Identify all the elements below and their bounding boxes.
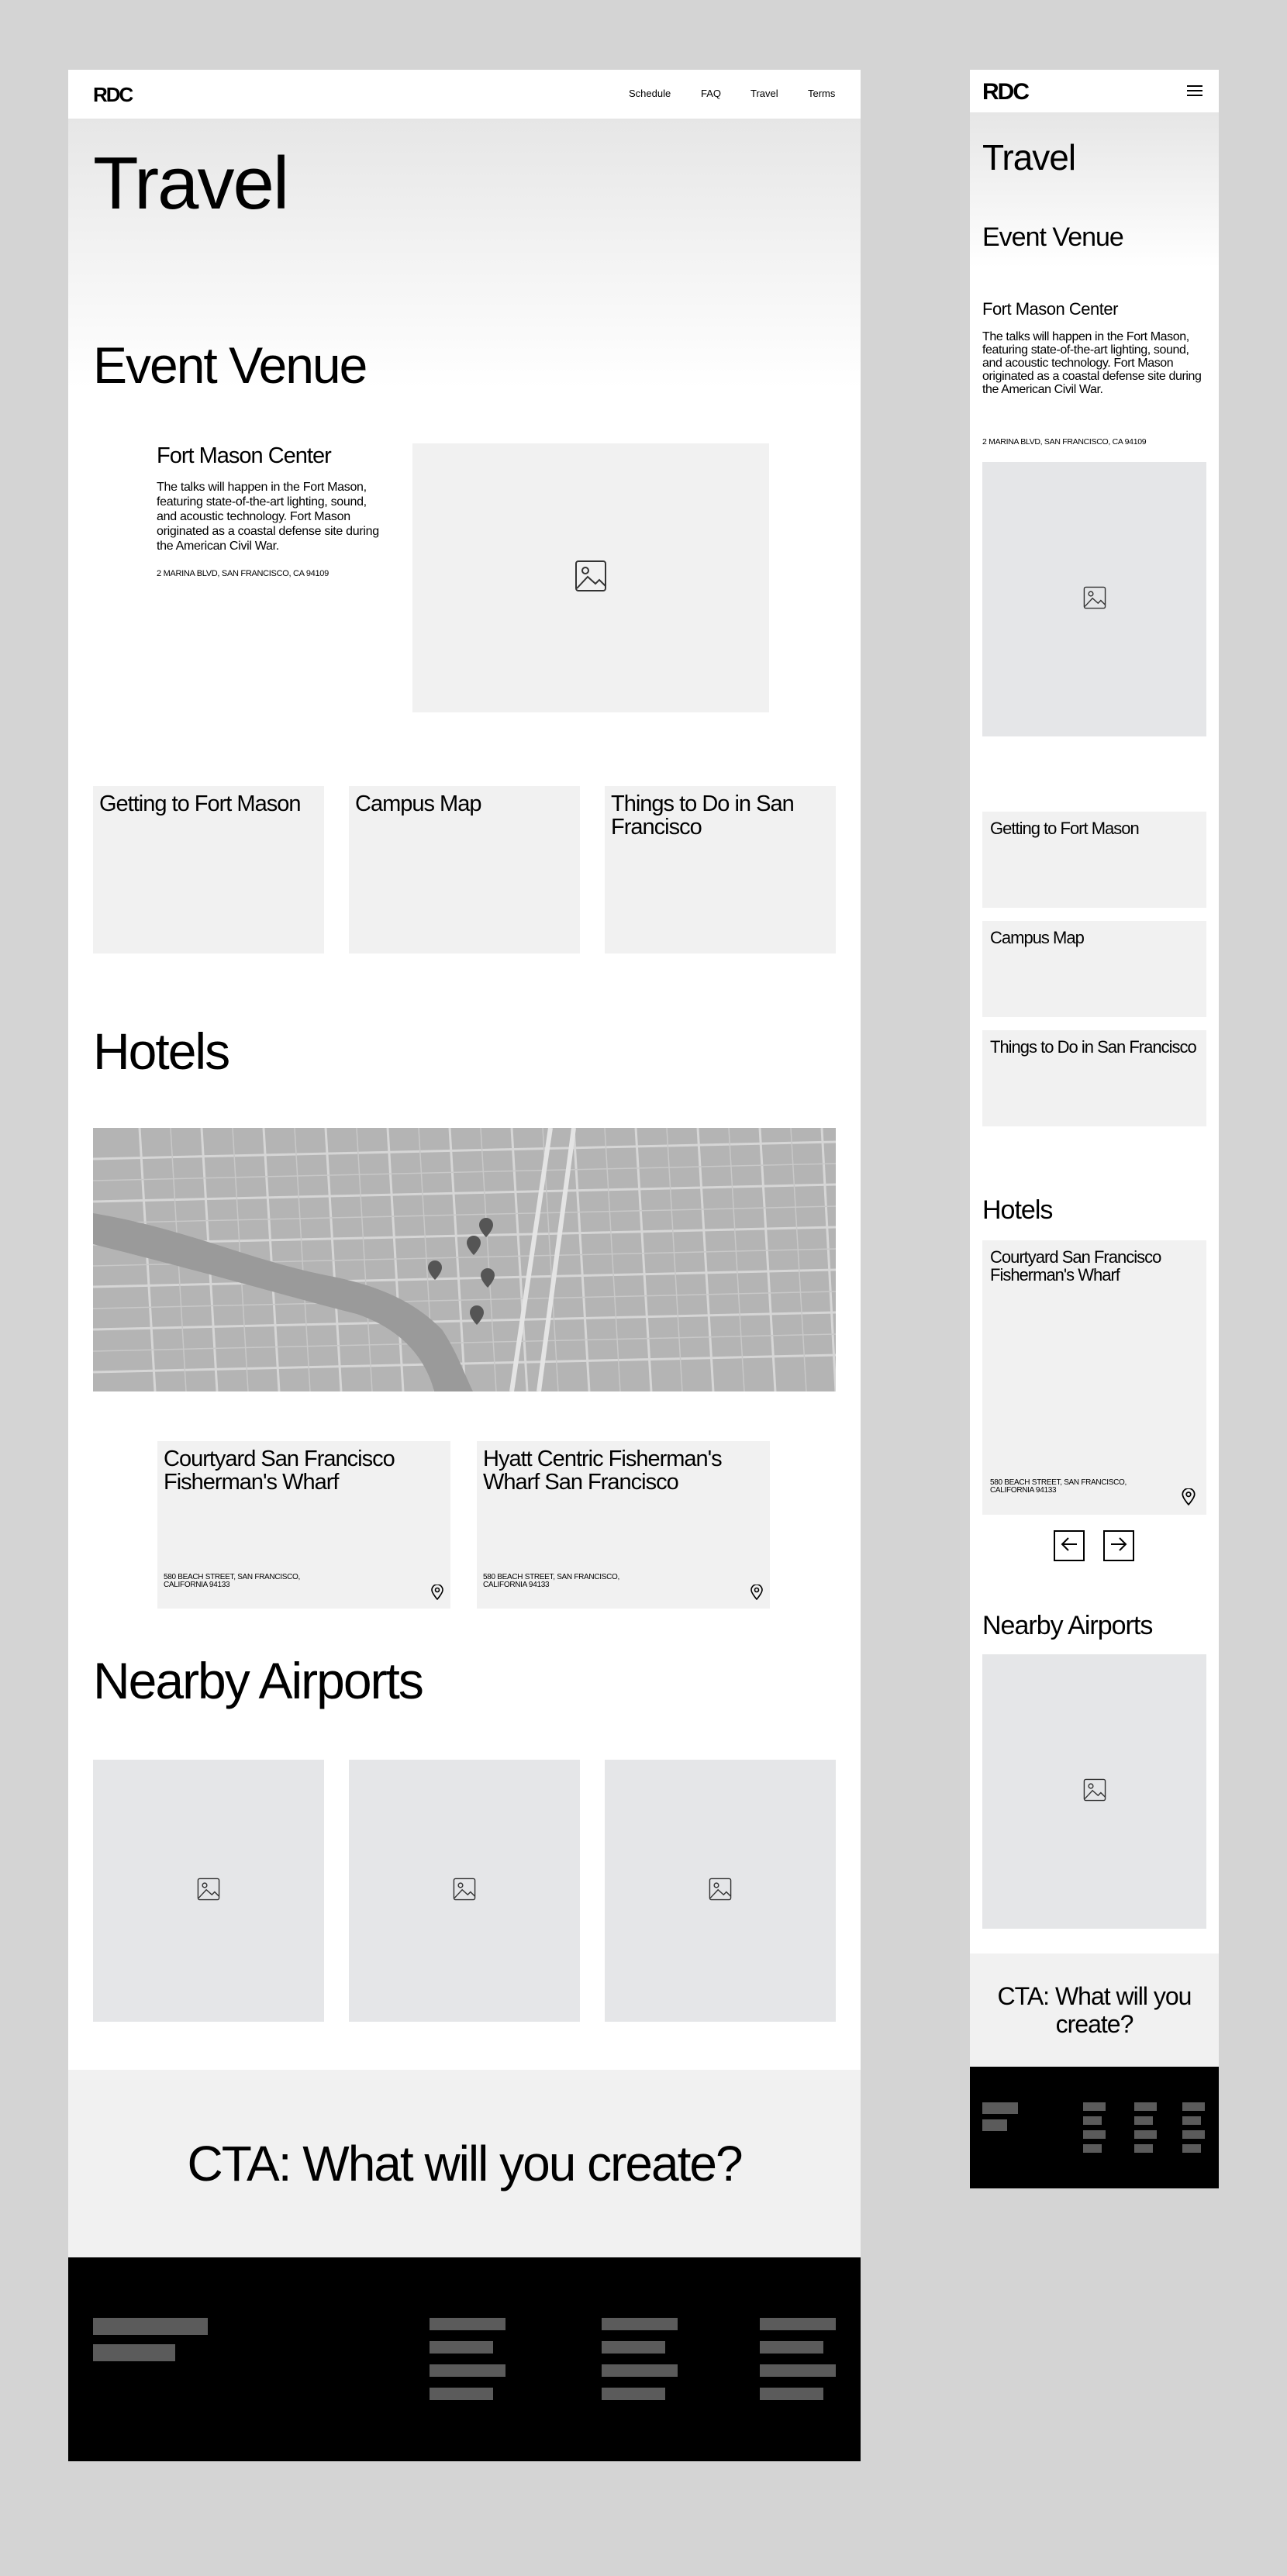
nav-travel[interactable]: Travel (750, 88, 778, 99)
footer-link[interactable] (1182, 2130, 1205, 2139)
venue-address: 2 MARINA BLVD, SAN FRANCISCO, CA 94109 (157, 569, 329, 578)
footer-brand-bar (982, 2102, 1018, 2114)
site-header (68, 70, 861, 119)
link-card-campus-map[interactable] (349, 786, 580, 953)
link-card-title: Getting to Fort Mason (99, 791, 301, 816)
map-graphic (93, 1128, 836, 1391)
footer-link[interactable] (1182, 2116, 1201, 2125)
hotel-address: 580 BEACH STREET, SAN FRANCISCO, CALIFORNIA 94133 (990, 1478, 1127, 1495)
footer-link[interactable] (430, 2318, 505, 2330)
footer-link[interactable] (430, 2364, 505, 2377)
link-card-campus-map[interactable] (982, 921, 1206, 1017)
venue-name: Fort Mason Center (157, 443, 331, 468)
footer-link[interactable] (1134, 2102, 1157, 2111)
footer-link[interactable] (602, 2341, 665, 2354)
footer-link[interactable] (760, 2341, 823, 2354)
footer-link[interactable] (1083, 2102, 1106, 2111)
map-pin-icon[interactable] (750, 1585, 764, 1604)
map-pin-icon[interactable] (430, 1585, 444, 1604)
footer-link[interactable] (1083, 2116, 1102, 2125)
carousel-next-button[interactable] (1103, 1530, 1134, 1561)
venue-name: Fort Mason Center (982, 299, 1118, 319)
footer-link[interactable] (1134, 2116, 1153, 2125)
footer-brand-bar (93, 2318, 208, 2335)
footer-link[interactable] (602, 2364, 678, 2377)
hotel-card[interactable] (157, 1441, 450, 1609)
footer-link[interactable] (430, 2388, 493, 2400)
link-card-title: Campus Map (355, 791, 481, 816)
page-title: Travel (982, 137, 1076, 178)
image-icon (1083, 1778, 1106, 1805)
airport-card[interactable] (982, 1654, 1206, 1929)
hotel-name: Courtyard San Francisco Fisherman's Wharf (990, 1247, 1161, 1285)
hotel-name: Hyatt Centric Fisherman's Wharf San Francisco (483, 1447, 722, 1495)
footer-link[interactable] (760, 2318, 836, 2330)
footer-link[interactable] (430, 2341, 493, 2354)
link-card-title: Getting to Fort Mason (990, 819, 1139, 838)
footer-link[interactable] (1134, 2144, 1153, 2153)
venue-address: 2 MARINA BLVD, SAN FRANCISCO, CA 94109 (982, 437, 1147, 447)
desktop-frame (68, 70, 861, 2461)
footer-link[interactable] (1134, 2130, 1157, 2139)
nav-faq[interactable]: FAQ (701, 88, 722, 99)
link-card-title: Campus Map (990, 928, 1084, 947)
footer-link[interactable] (602, 2388, 665, 2400)
arrow-left-icon (1061, 1537, 1078, 1555)
hotel-card[interactable] (477, 1441, 770, 1609)
carousel-prev-button[interactable] (1054, 1530, 1085, 1561)
footer-link[interactable] (760, 2388, 823, 2400)
image-icon (453, 1878, 476, 1905)
nav-terms[interactable]: Terms (808, 88, 836, 99)
link-card-getting-to-fort-mason[interactable] (93, 786, 324, 953)
footer-link[interactable] (1182, 2144, 1201, 2153)
venue-image (982, 462, 1206, 736)
link-card-title: Things to Do in San Francisco (990, 1037, 1196, 1057)
footer-link[interactable] (1083, 2144, 1102, 2153)
event-venue-heading: Event Venue (93, 336, 367, 394)
hotel-address: 580 BEACH STREET, SAN FRANCISCO, CALIFORNIA 94133 (483, 1573, 620, 1589)
airport-card[interactable] (605, 1760, 836, 2022)
hotels-map[interactable] (93, 1128, 836, 1391)
footer-brand-bar (93, 2344, 175, 2361)
link-card-title: Things to Do in San Francisco (611, 791, 794, 840)
link-card-things-to-do[interactable] (982, 1030, 1206, 1126)
cta-section (970, 1954, 1219, 2067)
hotel-card[interactable] (982, 1240, 1206, 1515)
footer-link[interactable] (1083, 2130, 1106, 2139)
hamburger-icon[interactable] (1186, 84, 1203, 102)
footer-link[interactable] (1182, 2102, 1205, 2111)
hotel-address: 580 BEACH STREET, SAN FRANCISCO, CALIFORNIA 94133 (164, 1573, 301, 1589)
logo[interactable]: RDC (93, 83, 133, 106)
airport-card[interactable] (93, 1760, 324, 2022)
site-footer (970, 2067, 1219, 2188)
venue-description: The talks will happen in the Fort Mason, featuring state-of-the-art lighting, sound, and acoustic technology. Fort Mason originated as a coastal defense site during the American Civil War. (982, 330, 1202, 396)
venue-image (412, 443, 769, 712)
hotel-name: Courtyard San Francisco Fisherman's Wharf (164, 1447, 395, 1495)
link-card-getting-to-fort-mason[interactable] (982, 812, 1206, 908)
footer-brand-bar (982, 2119, 1007, 2131)
logo[interactable]: RDC (982, 79, 1028, 105)
map-pin-icon[interactable] (1181, 1488, 1196, 1509)
image-icon (197, 1878, 220, 1905)
footer-link[interactable] (760, 2364, 836, 2377)
cta-section (68, 2070, 861, 2257)
nearby-airports-heading: Nearby Airports (93, 1652, 423, 1709)
image-icon (709, 1878, 732, 1905)
mobile-frame (970, 70, 1219, 2188)
image-icon (1083, 586, 1106, 613)
cta-text[interactable]: CTA: What will you create? (997, 1982, 1192, 2038)
image-icon (574, 560, 607, 596)
site-header (970, 70, 1219, 113)
venue-description: The talks will happen in the Fort Mason, featuring state-of-the-art lighting, sound, and acoustic technology. Fort Mason originated as a coastal defense site during the American Civil War. (157, 481, 379, 553)
page-title: Travel (93, 142, 288, 225)
site-footer (68, 2257, 861, 2461)
hotels-heading: Hotels (982, 1195, 1053, 1225)
nav-schedule[interactable]: Schedule (629, 88, 671, 99)
link-card-things-to-do[interactable] (605, 786, 836, 953)
airport-card[interactable] (349, 1760, 580, 2022)
footer-link[interactable] (602, 2318, 678, 2330)
arrow-right-icon (1110, 1537, 1127, 1555)
cta-text[interactable]: CTA: What will you create? (187, 2136, 742, 2191)
hotels-heading: Hotels (93, 1022, 229, 1080)
event-venue-heading: Event Venue (982, 222, 1123, 252)
nearby-airports-heading: Nearby Airports (982, 1611, 1153, 1640)
